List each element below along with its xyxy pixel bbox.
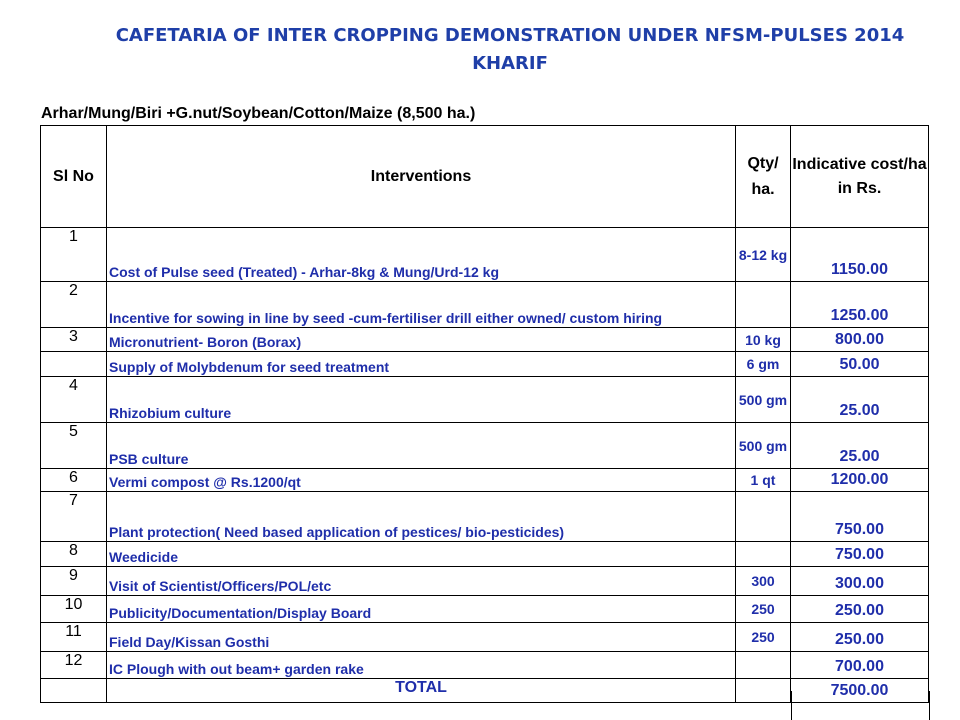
row-intervention: Weedicide [107,542,736,567]
row-cost: 700.00 [791,652,929,679]
table-row [41,228,929,282]
table-row [41,623,929,652]
row-sl-no: 1 [41,228,107,282]
row-cost: 300.00 [791,567,929,596]
row-cost: 1200.00 [791,469,929,492]
row-qty: 500 gm [736,377,791,423]
table-row [41,542,929,567]
crop-subtitle: Arhar/Mung/Biri +G.nut/Soybean/Cotton/Maize (8,500 ha.) [41,105,476,122]
table-header-row [41,126,929,228]
row-intervention: Supply of Molybdenum for seed treatment [107,352,736,377]
row-intervention: Micronutrient- Boron (Borax) [107,328,736,352]
row-intervention: Field Day/Kissan Gosthi [107,623,736,652]
row-intervention: Rhizobium culture [107,377,736,423]
row-sl-no: 6 [41,469,107,492]
row-qty: 8-12 kg [736,228,791,282]
row-cost: 250.00 [791,623,929,652]
total-cost: 7500.00 [791,679,929,703]
table-tail-cell [791,691,930,720]
total-sl-empty [41,679,107,703]
row-qty: 250 [736,596,791,623]
row-sl-no: 9 [41,567,107,596]
row-sl-no: 3 [41,328,107,352]
row-intervention: Incentive for sowing in line by seed -cum-fertiliser drill either owned/ custom hiring [107,282,736,328]
row-qty [736,492,791,542]
row-sl-no: 8 [41,542,107,567]
interventions-table [40,125,929,703]
table-row [41,352,929,377]
row-cost: 25.00 [791,423,929,469]
row-intervention: Publicity/Documentation/Display Board [107,596,736,623]
row-intervention: Cost of Pulse seed (Treated) - Arhar-8kg & Mung/Urd-12 kg [107,228,736,282]
row-sl-no: 4 [41,377,107,423]
total-qty-empty [736,679,791,703]
row-cost: 250.00 [791,596,929,623]
row-qty: 250 [736,623,791,652]
header-cost: Indicative cost/ha in Rs. [791,126,929,228]
row-intervention: Vermi compost @ Rs.1200/qt [107,469,736,492]
row-cost: 750.00 [791,492,929,542]
table-row [41,492,929,542]
row-cost: 1250.00 [791,282,929,328]
row-intervention: IC Plough with out beam+ garden rake [107,652,736,679]
page-title [80,22,940,78]
row-cost: 1150.00 [791,228,929,282]
row-qty: 6 gm [736,352,791,377]
header-sl-no: Sl No [41,126,107,228]
table-row [41,282,929,328]
table-row [41,469,929,492]
table-row [41,652,929,679]
total-label: TOTAL [107,679,736,703]
row-intervention: Visit of Scientist/Officers/POL/etc [107,567,736,596]
row-qty: 1 qt [736,469,791,492]
row-qty [736,282,791,328]
row-sl-no: 7 [41,492,107,542]
row-sl-no: 12 [41,652,107,679]
row-cost: 750.00 [791,542,929,567]
row-qty [736,652,791,679]
row-sl-no: 11 [41,623,107,652]
row-sl-no: 2 [41,282,107,328]
table-row [41,377,929,423]
table-row [41,423,929,469]
table-body [41,228,929,703]
row-qty: 300 [736,567,791,596]
table-row [41,567,929,596]
row-intervention: PSB culture [107,423,736,469]
row-cost: 800.00 [791,328,929,352]
row-qty: 500 gm [736,423,791,469]
row-sl-no: 5 [41,423,107,469]
title-line-1: CAFETARIA OF INTER CROPPING DEMONSTRATION UNDER NFSM-PULSES 2014 [115,25,905,46]
row-qty [736,542,791,567]
header-interventions: Interventions [107,126,736,228]
table-row [41,328,929,352]
table-row [41,596,929,623]
title-line-2: KHARIF [472,53,548,74]
row-sl-no [41,352,107,377]
row-cost: 25.00 [791,377,929,423]
row-sl-no: 10 [41,596,107,623]
row-qty: 10 kg [736,328,791,352]
row-intervention: Plant protection( Need based application of pestices/ bio-pesticides) [107,492,736,542]
row-cost: 50.00 [791,352,929,377]
header-qty: Qty/ ha. [736,126,791,228]
